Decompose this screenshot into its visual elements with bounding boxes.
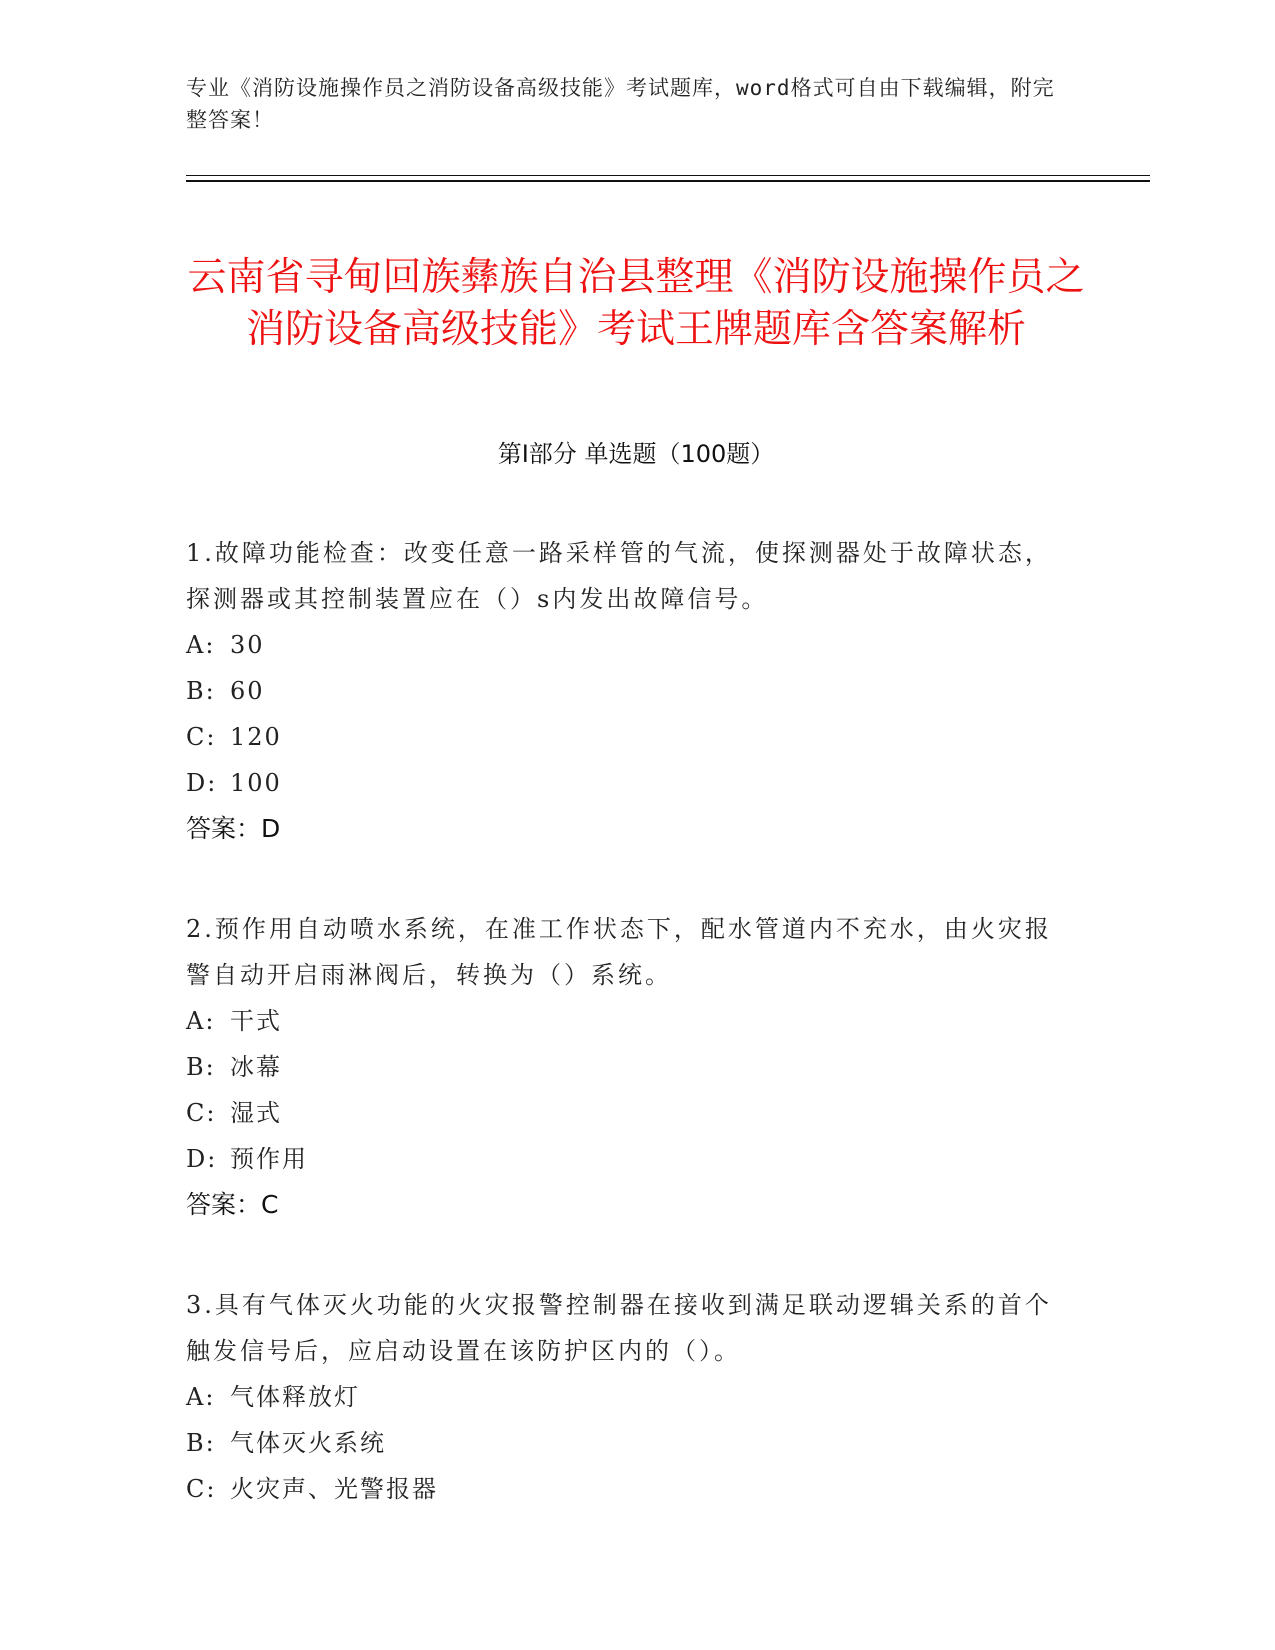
section-heading: 第Ⅰ部分 单选题（100题）	[497, 440, 775, 468]
option-text: 火灾声、光警报器	[230, 1475, 438, 1503]
option-letter: C:	[186, 1099, 217, 1127]
option-letter: B:	[186, 1429, 216, 1457]
option-letter: B:	[186, 1053, 216, 1081]
option-letter: C:	[186, 723, 217, 751]
question-3	[186, 1282, 1066, 1512]
option-text: 冰幕	[230, 1053, 282, 1081]
option-c	[186, 714, 1066, 760]
option-text: 120	[230, 723, 282, 751]
option-text: 100	[230, 769, 282, 797]
option-text: 30	[230, 631, 265, 659]
question-1	[186, 530, 1066, 852]
answer-line: 答案：C	[186, 1190, 279, 1219]
header-note: 专业《消防设施操作员之消防设备高级技能》考试题库，word格式可自由下载编辑，附完整答案！	[186, 76, 1055, 132]
option-text: 气体灭火系统	[230, 1429, 386, 1457]
option-letter: A:	[186, 631, 216, 659]
option-text: 60	[230, 677, 265, 705]
option-c	[186, 1090, 1066, 1136]
option-d	[186, 1136, 1066, 1182]
question-stem: 2.预作用自动喷水系统，在准工作状态下，配水管道内不充水，由火灾报警自动开启雨淋阀后，转换为（）系统。	[186, 915, 1052, 989]
question-list	[186, 530, 1066, 1566]
option-a	[186, 998, 1066, 1044]
header-divider-thin	[186, 175, 1150, 176]
option-c	[186, 1466, 1066, 1512]
option-a	[186, 622, 1066, 668]
option-letter: A:	[186, 1383, 216, 1411]
option-letter: C:	[186, 1475, 217, 1503]
option-b	[186, 668, 1066, 714]
option-text: 预作用	[230, 1145, 308, 1173]
question-stem: 3.具有气体灭火功能的火灾报警控制器在接收到满足联动逻辑关系的首个触发信号后，应启动设置在该防护区内的（）。	[186, 1291, 1052, 1365]
header-divider-thick	[186, 180, 1150, 182]
option-letter: B:	[186, 677, 216, 705]
document-title: 云南省寻甸回族彝族自治县整理《消防设施操作员之消防设备高级技能》考试王牌题库含答案解析	[187, 255, 1085, 353]
question-stem: 1.故障功能检查：改变任意一路采样管的气流，使探测器处于故障状态，探测器或其控制装置应在（）s内发出故障信号。	[186, 539, 1052, 613]
option-text: 气体释放灯	[230, 1383, 360, 1411]
option-text: 干式	[230, 1007, 282, 1035]
question-2	[186, 906, 1066, 1228]
answer-line: 答案：D	[186, 814, 281, 843]
option-a	[186, 1374, 1066, 1420]
option-letter: A:	[186, 1007, 216, 1035]
option-d	[186, 760, 1066, 806]
option-text: 湿式	[230, 1099, 282, 1127]
option-letter: D:	[186, 769, 218, 797]
option-letter: D:	[186, 1145, 218, 1173]
option-b	[186, 1420, 1066, 1466]
option-b	[186, 1044, 1066, 1090]
